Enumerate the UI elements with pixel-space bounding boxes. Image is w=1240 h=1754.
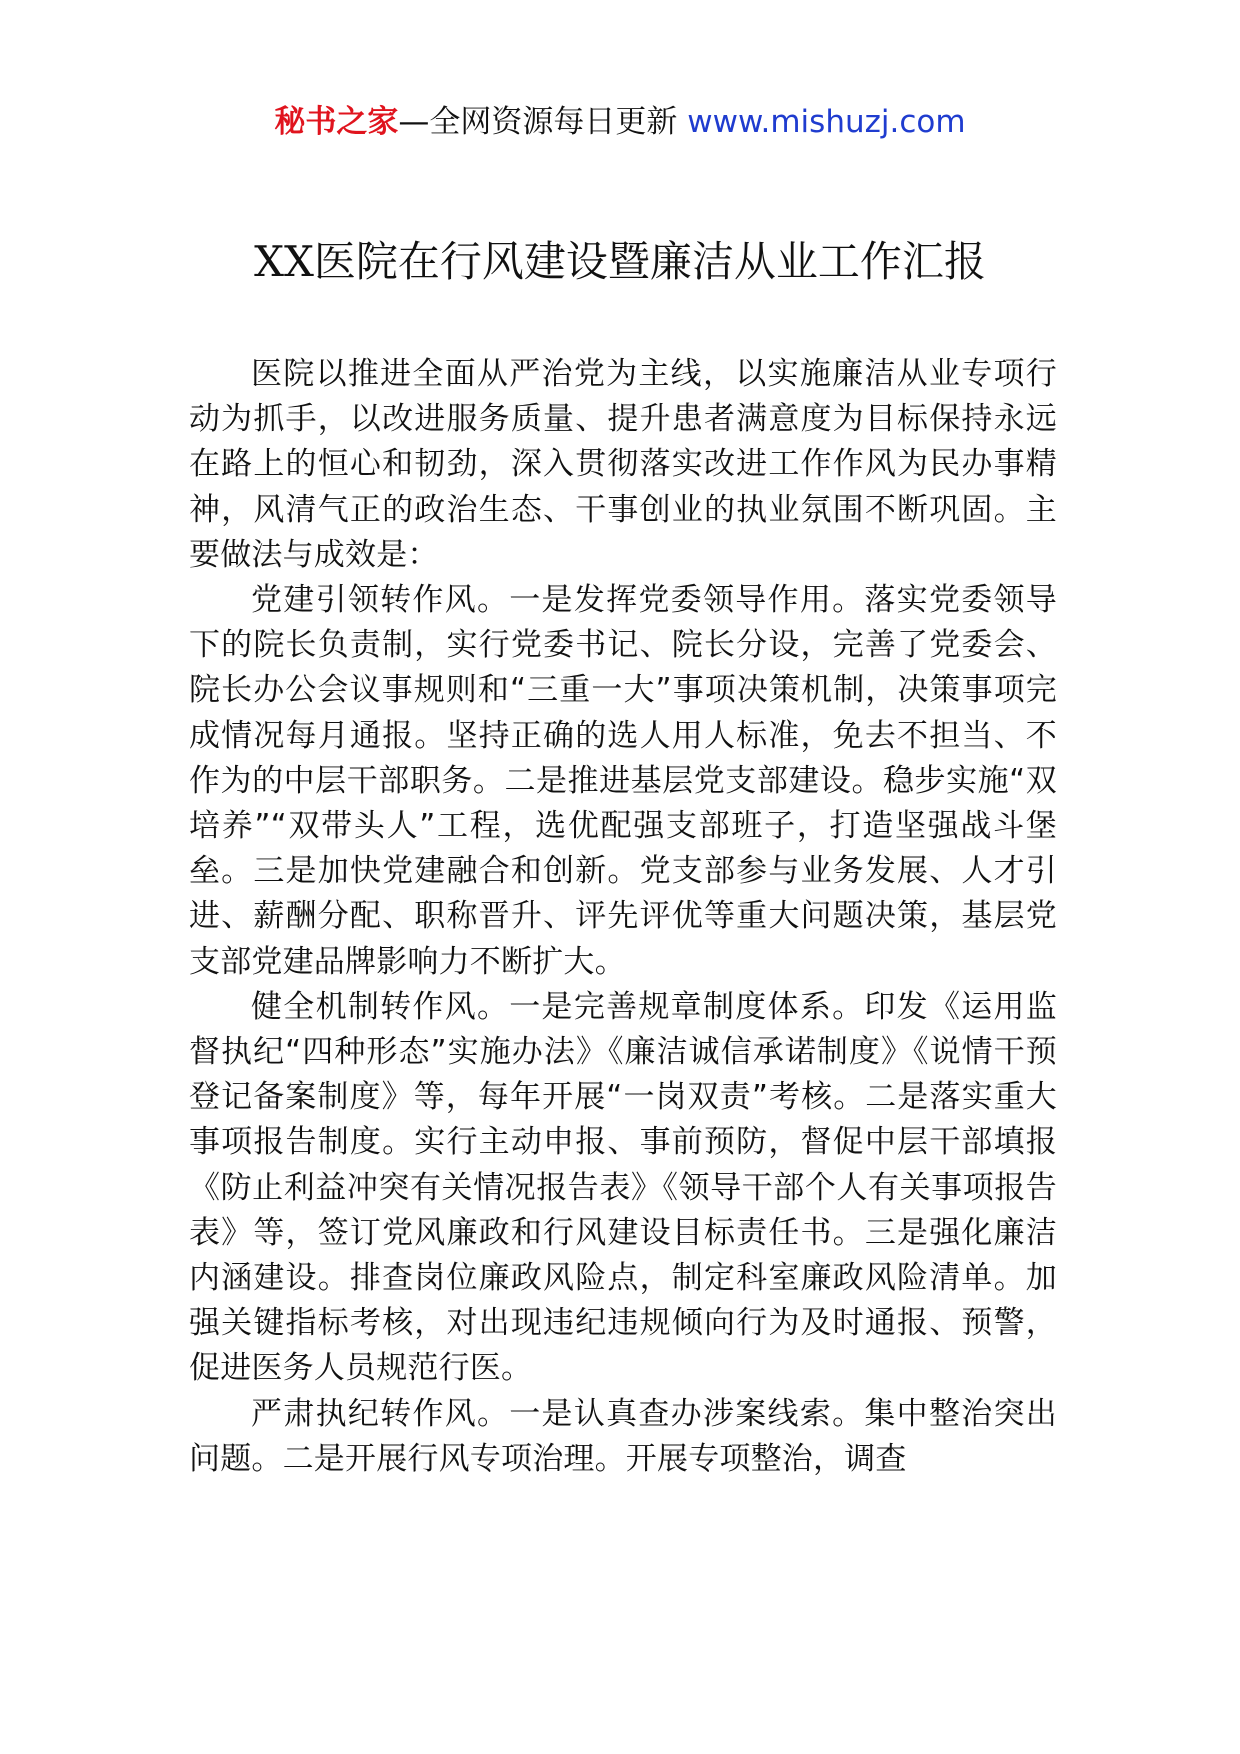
paragraph-discipline: 严肃执纪转作风。一是认真查办涉案线索。集中整治突出问题。二是开展行风专项治理。开展专项整治，调查	[189, 1395, 1057, 1477]
paragraph-mechanism: 健全机制转作风。一是完善规章制度体系。印发《运用监督执纪“四种形态”实施办法》《廉洁诚信承诺制度》《说情干预登记备案制度》等，每年开展“一岗双责”考核。二是落实重大事项报告制度。实行主动申报、事前预防，督促中层干部填报《防止利益冲突有关情况报告表》《领导干部个人有关事项报告表》等，签订党风廉政和行风建设目标责任书。三是强化廉洁内涵建设。排查岗位廉政风险点，制定科室廉政风险清单。加强关键指标考核，对出现违纪违规倾向行为及时通报、预警，促进医务人员规范行医。	[189, 988, 1057, 1387]
paragraph-intro: 医院以推进全面从严治党为主线，以实施廉洁从业专项行动为抓手，以改进服务质量、提升患者满意度为目标保持永远在路上的恒心和韧劲，深入贯彻落实改进工作作风为民办事精神，风清气正的政治生态、干事创业的执业氛围不断巩固。主要做法与成效是：	[189, 356, 1057, 573]
document-body	[189, 352, 1057, 1482]
document-title: XX医院在行风建设暨廉洁从业工作汇报	[254, 237, 986, 286]
site-slogan: —全网资源每日更新	[398, 104, 688, 140]
paragraph-party-building: 党建引领转作风。一是发挥党委领导作用。落实党委领导下的院长负责制，实行党委书记、院长分设，完善了党委会、院长办公会议事规则和“三重一大”事项决策机制，决策事项完成情况每月通报。坚持正确的选人用人标准，免去不担当、不作为的中层干部职务。二是推进基层党支部建设。稳步实施“双培养”“双带头人”工程，选优配强支部班子，打造坚强战斗堡垒。三是加快党建融合和创新。党支部参与业务发展、人才引进、薪酬分配、职称晋升、评先评优等重大问题决策，基层党支部党建品牌影响力不断扩大。	[189, 582, 1057, 980]
site-url-link[interactable]: www.mishuzj.com	[687, 104, 966, 140]
site-header	[0, 100, 1240, 144]
site-name: 秘书之家	[274, 104, 399, 140]
